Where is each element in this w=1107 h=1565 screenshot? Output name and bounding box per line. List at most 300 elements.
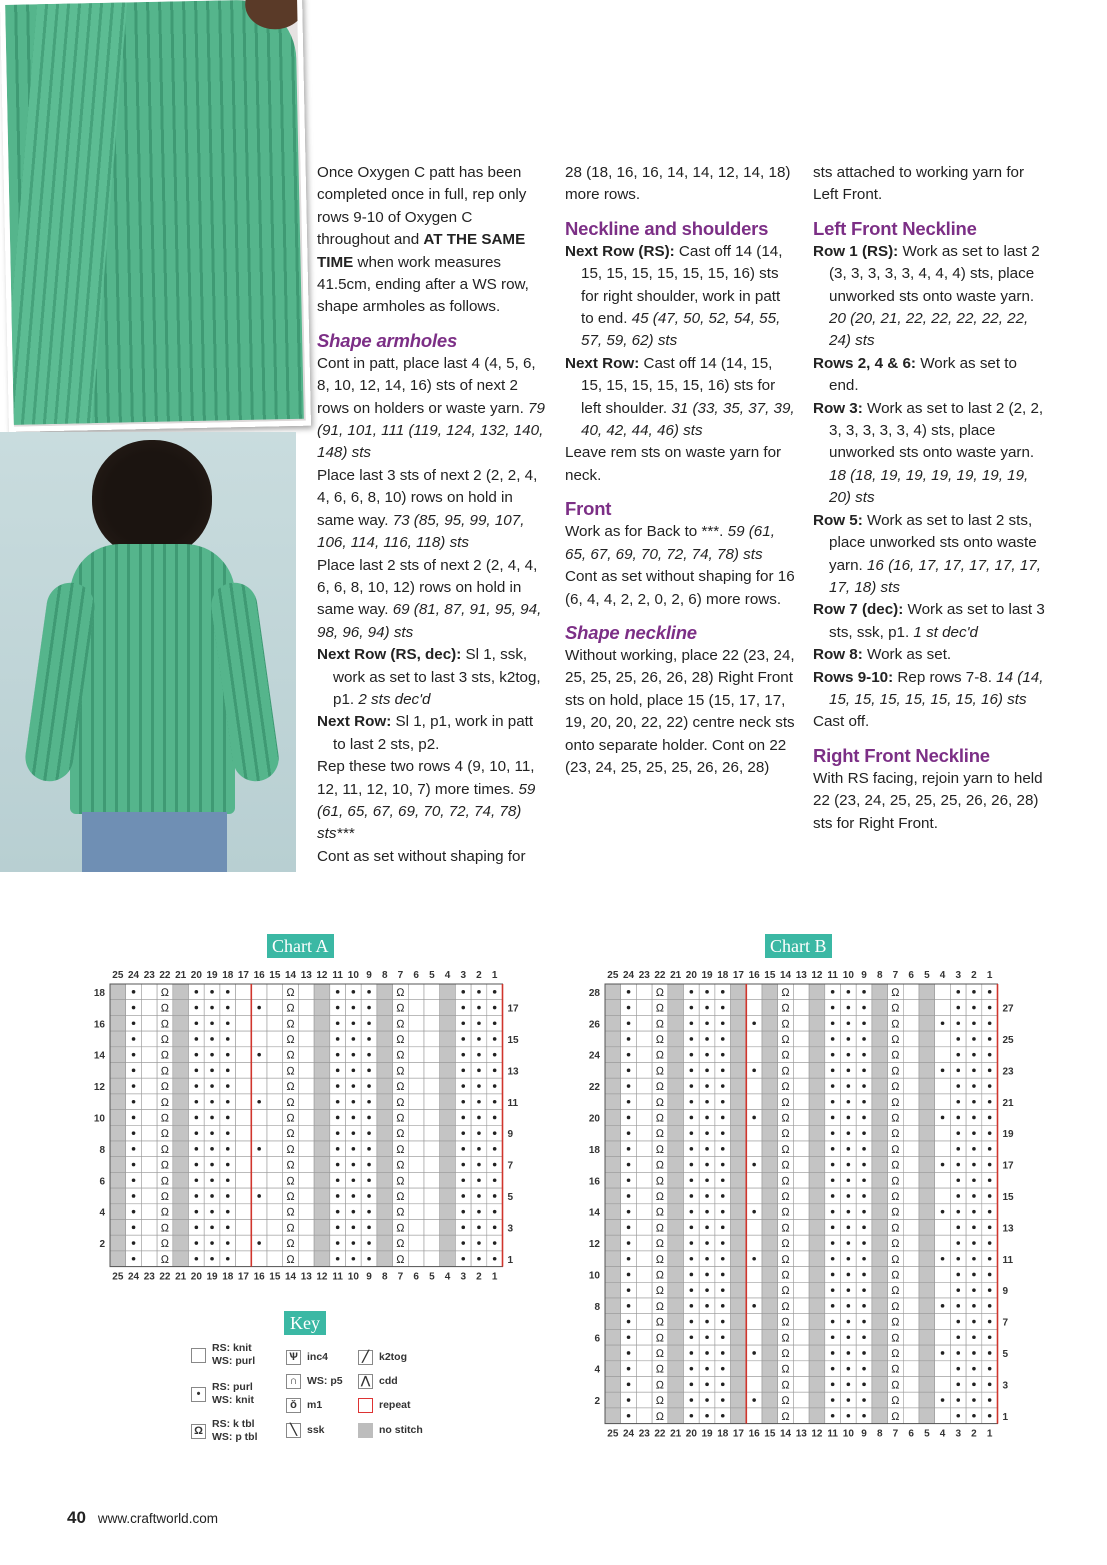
purl-dot bbox=[862, 1100, 866, 1104]
chart-cell bbox=[919, 1125, 935, 1141]
chart-cell bbox=[762, 1047, 778, 1063]
column-number: 12 bbox=[316, 970, 328, 981]
purl-dot bbox=[752, 1351, 756, 1355]
purl-dot bbox=[352, 1069, 356, 1073]
chart-cell bbox=[314, 1063, 330, 1079]
chart-cell bbox=[110, 1015, 126, 1031]
column-number: 25 bbox=[607, 1428, 619, 1440]
purl-dot bbox=[367, 1053, 371, 1057]
purl-dot bbox=[847, 1304, 851, 1308]
chart-cell bbox=[762, 1345, 778, 1361]
chart-cell bbox=[668, 1392, 684, 1408]
purl-dot bbox=[132, 1147, 136, 1151]
chart-cell bbox=[424, 1125, 440, 1141]
purl-dot bbox=[847, 1069, 851, 1073]
purl-dot bbox=[988, 1383, 992, 1387]
purl-dot bbox=[690, 1273, 694, 1277]
purl-dot bbox=[367, 1194, 371, 1198]
chart-cell bbox=[267, 1125, 283, 1141]
purl-dot bbox=[461, 1069, 465, 1073]
purl-dot bbox=[752, 1163, 756, 1167]
row-number: 1 bbox=[507, 1254, 514, 1266]
purl-dot bbox=[752, 1021, 756, 1025]
chart-cell bbox=[236, 1141, 252, 1157]
chart-cell bbox=[746, 984, 762, 1000]
purl-dot bbox=[477, 1178, 481, 1182]
chart-cell bbox=[762, 984, 778, 1000]
ktbl-symbol: Ω bbox=[396, 1143, 405, 1156]
purl-dot bbox=[477, 1241, 481, 1245]
purl-dot bbox=[627, 1147, 631, 1151]
purl-dot bbox=[862, 1131, 866, 1135]
purl-dot bbox=[352, 1226, 356, 1230]
chart-cell bbox=[636, 1125, 652, 1141]
chart-cell bbox=[605, 1000, 621, 1016]
ktbl-symbol: Ω bbox=[891, 1112, 900, 1125]
chart-cell bbox=[668, 1141, 684, 1157]
purl-dot bbox=[336, 1147, 340, 1151]
ktbl-symbol: Ω bbox=[655, 1363, 665, 1376]
purl-dot bbox=[862, 1021, 866, 1025]
chart-cell bbox=[919, 1408, 935, 1424]
purl-dot bbox=[132, 1100, 136, 1104]
purl-dot bbox=[972, 1100, 976, 1104]
purl-dot bbox=[705, 1163, 709, 1167]
chart-cell bbox=[267, 1235, 283, 1251]
purl-dot bbox=[862, 1163, 866, 1167]
purl-dot bbox=[988, 1226, 992, 1230]
purl-dot bbox=[210, 1084, 214, 1088]
chart-cell bbox=[872, 1345, 888, 1361]
chart-cell bbox=[440, 1157, 456, 1173]
row-number: 28 bbox=[588, 987, 600, 999]
chart-cell bbox=[919, 1235, 935, 1251]
purl-dot bbox=[210, 1006, 214, 1010]
chart-cell bbox=[424, 1204, 440, 1220]
chart-cell bbox=[314, 1094, 330, 1110]
ktbl-symbol: Ω bbox=[781, 1253, 790, 1266]
purl-dot bbox=[493, 1147, 497, 1151]
purl-dot bbox=[972, 1194, 976, 1198]
chart-cell bbox=[424, 1110, 440, 1126]
chart-cell bbox=[872, 1141, 888, 1157]
purl-dot bbox=[627, 1414, 631, 1418]
purl-dot bbox=[226, 1194, 230, 1198]
chart-cell bbox=[668, 1220, 684, 1236]
purl-dot bbox=[847, 1194, 851, 1198]
purl-dot bbox=[257, 1194, 261, 1198]
purl-dot bbox=[721, 1116, 725, 1120]
chart-cell bbox=[636, 1204, 652, 1220]
chart-cell bbox=[793, 1015, 809, 1031]
purl-dot bbox=[461, 1084, 465, 1088]
chart-cell bbox=[636, 1329, 652, 1345]
chart-cell bbox=[935, 1314, 951, 1330]
ktbl-symbol: Ω bbox=[160, 1002, 170, 1015]
purl-dot bbox=[972, 1053, 976, 1057]
chart-cell bbox=[267, 1047, 283, 1063]
ktbl-symbol: Ω bbox=[160, 1065, 170, 1078]
purl-dot bbox=[132, 1116, 136, 1120]
chart-cell bbox=[793, 1063, 809, 1079]
purl-dot bbox=[972, 1163, 976, 1167]
purl-dot bbox=[941, 1257, 945, 1261]
chart-cell bbox=[173, 1125, 189, 1141]
purl-dot bbox=[226, 1116, 230, 1120]
chart-cell bbox=[440, 984, 456, 1000]
chart-cell bbox=[872, 1408, 888, 1424]
purl-dot bbox=[941, 1210, 945, 1214]
chart-cell bbox=[919, 1063, 935, 1079]
column-number: 18 bbox=[222, 970, 234, 981]
chart-cell bbox=[919, 1267, 935, 1283]
purl-dot bbox=[461, 1194, 465, 1198]
chart-cell bbox=[605, 1267, 621, 1283]
chart-cell bbox=[605, 1392, 621, 1408]
purl-dot bbox=[705, 1398, 709, 1402]
purl-dot bbox=[847, 1288, 851, 1292]
chart-cell bbox=[377, 1251, 393, 1267]
chart-cell bbox=[440, 1220, 456, 1236]
chart-cell bbox=[668, 1172, 684, 1188]
purl-dot bbox=[461, 1116, 465, 1120]
column-number: 13 bbox=[795, 1428, 807, 1440]
chart-cell bbox=[424, 1235, 440, 1251]
ktbl-symbol: Ω bbox=[781, 1379, 790, 1392]
purl-dot bbox=[493, 1210, 497, 1214]
chart-cell bbox=[314, 1220, 330, 1236]
column-number: 16 bbox=[253, 970, 265, 981]
purl-dot bbox=[493, 1226, 497, 1230]
column-number: 2 bbox=[971, 1428, 977, 1440]
chart-cell bbox=[793, 1125, 809, 1141]
purl-dot bbox=[132, 1210, 136, 1214]
purl-dot bbox=[847, 1367, 851, 1371]
purl-dot bbox=[972, 1398, 976, 1402]
purl-dot bbox=[367, 1100, 371, 1104]
purl-dot bbox=[972, 1006, 976, 1010]
chart-cell bbox=[408, 1220, 424, 1236]
ktbl-symbol: Ω bbox=[655, 1096, 665, 1109]
purl-dot bbox=[831, 1383, 835, 1387]
column-number: 14 bbox=[779, 1428, 792, 1440]
column-number: 21 bbox=[175, 1271, 187, 1283]
purl-dot bbox=[367, 1178, 371, 1182]
ktbl-symbol: Ω bbox=[286, 1253, 295, 1266]
paragraph: Leave rem sts on waste yarn for neck. bbox=[565, 444, 782, 484]
chart-cell bbox=[731, 984, 747, 1000]
purl-dot bbox=[847, 1006, 851, 1010]
chart-cell bbox=[636, 1282, 652, 1298]
chart-cell bbox=[668, 1282, 684, 1298]
column-number: 15 bbox=[764, 1428, 776, 1440]
purl-dot bbox=[972, 1241, 976, 1245]
ktbl-symbol: Ω bbox=[286, 1002, 295, 1015]
purl-dot bbox=[705, 1147, 709, 1151]
purl-dot bbox=[862, 1398, 866, 1402]
chart-cell bbox=[236, 1204, 252, 1220]
chart-cell bbox=[762, 1157, 778, 1173]
purl-dot bbox=[705, 1257, 709, 1261]
chart-cell bbox=[141, 1015, 157, 1031]
row-number: 7 bbox=[507, 1160, 514, 1172]
chart-cell bbox=[636, 1377, 652, 1393]
purl-dot bbox=[721, 1320, 725, 1324]
purl-dot bbox=[972, 1383, 976, 1387]
column-number: 19 bbox=[206, 1271, 218, 1283]
chart-cell bbox=[731, 1251, 747, 1267]
chart-cell bbox=[793, 1220, 809, 1236]
row-number: 10 bbox=[93, 1113, 105, 1125]
purl-dot bbox=[367, 1226, 371, 1230]
chart-cell bbox=[872, 1188, 888, 1204]
ktbl-symbol: Ω bbox=[396, 1096, 405, 1109]
row-number: 14 bbox=[93, 1050, 105, 1062]
chart-cell bbox=[314, 1031, 330, 1047]
column-number: 10 bbox=[347, 1271, 359, 1283]
purl-dot bbox=[627, 1398, 631, 1402]
chart-cell bbox=[731, 1141, 747, 1157]
purl-dot bbox=[210, 1116, 214, 1120]
chart-cell bbox=[377, 1141, 393, 1157]
ktbl-symbol: Ω bbox=[655, 1049, 665, 1062]
ktbl-symbol: Ω bbox=[891, 1049, 900, 1062]
chart-cell bbox=[440, 1141, 456, 1157]
chart-cell bbox=[605, 1125, 621, 1141]
row-number: 17 bbox=[1002, 1160, 1014, 1172]
chart-cell bbox=[636, 1000, 652, 1016]
ktbl-symbol: Ω bbox=[891, 1316, 900, 1329]
purl-dot bbox=[705, 1037, 709, 1041]
ktbl-symbol: Ω bbox=[891, 1206, 900, 1219]
purl-dot bbox=[477, 990, 481, 994]
row-number: 13 bbox=[507, 1066, 519, 1078]
purl-dot bbox=[493, 1241, 497, 1245]
column-number: 23 bbox=[143, 1271, 155, 1283]
purl-dot bbox=[847, 1383, 851, 1387]
chart-cell bbox=[408, 1031, 424, 1047]
chart-cell bbox=[377, 1157, 393, 1173]
column-number: 16 bbox=[748, 1428, 760, 1440]
chart-cell bbox=[314, 1172, 330, 1188]
purl-dot bbox=[956, 1351, 960, 1355]
purl-dot bbox=[690, 1383, 694, 1387]
purl-dot bbox=[988, 1163, 992, 1167]
purl-dot bbox=[847, 1053, 851, 1057]
purl-dot bbox=[690, 1335, 694, 1339]
purl-dot bbox=[195, 1116, 199, 1120]
chart-cell bbox=[440, 1063, 456, 1079]
chart-cell bbox=[298, 1204, 314, 1220]
purl-dot bbox=[690, 1398, 694, 1402]
column-number: 9 bbox=[366, 1271, 372, 1283]
chart-cell bbox=[636, 1408, 652, 1424]
chart-cell bbox=[440, 1078, 456, 1094]
chart-cell bbox=[746, 1094, 762, 1110]
purl-dot bbox=[831, 1037, 835, 1041]
purl-dot bbox=[690, 1006, 694, 1010]
column-number: 12 bbox=[811, 1428, 823, 1440]
column-number: 3 bbox=[955, 970, 962, 981]
purl-dot bbox=[132, 1257, 136, 1261]
chart-cell bbox=[809, 1125, 825, 1141]
chart-cell bbox=[746, 1188, 762, 1204]
inc4-icon: Ѱ bbox=[286, 1350, 301, 1365]
chart-cell bbox=[731, 1000, 747, 1016]
column-number: 23 bbox=[638, 970, 650, 981]
chart-cell bbox=[762, 1172, 778, 1188]
paragraph: Cont as set without shaping for bbox=[317, 847, 526, 865]
chart-cell bbox=[793, 1188, 809, 1204]
chart-cell bbox=[605, 1377, 621, 1393]
purl-dot bbox=[210, 1241, 214, 1245]
ktbl-symbol: Ω bbox=[781, 1285, 790, 1298]
purl-dot bbox=[367, 1163, 371, 1167]
chart-cell bbox=[872, 1015, 888, 1031]
chart-cell bbox=[731, 1329, 747, 1345]
chart-cell bbox=[903, 1220, 919, 1236]
purl-dot bbox=[690, 1037, 694, 1041]
chart-cell bbox=[251, 984, 267, 1000]
chart-cell bbox=[809, 1314, 825, 1330]
purl-dot bbox=[352, 1147, 356, 1151]
purl-dot bbox=[336, 1210, 340, 1214]
ktbl-symbol: Ω bbox=[396, 1049, 405, 1062]
column-number: 15 bbox=[269, 970, 281, 981]
chart-cell bbox=[636, 1314, 652, 1330]
ktbl-symbol: Ω bbox=[655, 1300, 665, 1313]
purl-dot bbox=[705, 1021, 709, 1025]
column-number: 21 bbox=[670, 1428, 682, 1440]
purl-dot bbox=[210, 1178, 214, 1182]
chart-cell bbox=[809, 1015, 825, 1031]
ktbl-symbol: Ω bbox=[891, 1269, 900, 1282]
chart-cell bbox=[267, 984, 283, 1000]
row-number: 9 bbox=[1002, 1286, 1009, 1298]
purl-dot bbox=[862, 1037, 866, 1041]
chart-cell bbox=[636, 1063, 652, 1079]
purl-dot bbox=[705, 1383, 709, 1387]
purl-dot bbox=[956, 1398, 960, 1402]
purl-dot bbox=[831, 1006, 835, 1010]
purl-dot bbox=[477, 1021, 481, 1025]
row-number: 5 bbox=[1002, 1348, 1009, 1360]
ktbl-symbol: Ω bbox=[160, 1222, 170, 1235]
chart-cell bbox=[440, 1235, 456, 1251]
purl-dot bbox=[132, 1006, 136, 1010]
chart-cell bbox=[314, 1141, 330, 1157]
chart-cell bbox=[793, 1110, 809, 1126]
footer-url: www.craftworld.com bbox=[97, 1511, 218, 1526]
chart-cell bbox=[872, 1329, 888, 1345]
chart-cell bbox=[605, 1110, 621, 1126]
paragraph: Row 3: Work as set to last 2 (2, 2, 3, 3, 3, 3, 3, 4) sts, place unworked sts onto waste yarn. 18 (18, 19, 19, 19, 19, 19, 19, 20) sts bbox=[813, 399, 1044, 507]
chart-cell bbox=[903, 1204, 919, 1220]
chart-cell bbox=[793, 1078, 809, 1094]
chart-cell bbox=[731, 1063, 747, 1079]
ktbl-symbol: Ω bbox=[286, 986, 295, 999]
chart-cell bbox=[668, 1063, 684, 1079]
chart-cell bbox=[935, 1408, 951, 1424]
chart-cell bbox=[919, 1141, 935, 1157]
chart-cell bbox=[793, 1377, 809, 1393]
purl-dot bbox=[847, 1210, 851, 1214]
row-number: 4 bbox=[99, 1207, 105, 1219]
purl-dot bbox=[721, 1021, 725, 1025]
chart-cell bbox=[173, 1204, 189, 1220]
purl-dot bbox=[847, 1226, 851, 1230]
heading-right-front-neckline: Right Front Neckline bbox=[813, 744, 990, 766]
chart-cell bbox=[605, 1141, 621, 1157]
purl-dot bbox=[352, 1053, 356, 1057]
purl-dot bbox=[705, 1304, 709, 1308]
chart-cell bbox=[731, 1015, 747, 1031]
chart-cell bbox=[236, 984, 252, 1000]
ktbl-icon: Ω bbox=[191, 1424, 206, 1439]
purl-dot bbox=[132, 990, 136, 994]
ktbl-symbol: Ω bbox=[655, 1128, 665, 1141]
purl-dot bbox=[972, 1131, 976, 1135]
column-number: 18 bbox=[717, 1428, 729, 1440]
column-number: 7 bbox=[397, 970, 404, 981]
chart-cell bbox=[173, 1235, 189, 1251]
column-number: 22 bbox=[654, 970, 666, 981]
chart-cell bbox=[173, 1000, 189, 1016]
purl-dot bbox=[956, 1131, 960, 1135]
paragraph: Cont in patt, place last 4 (4, 5, 6, 8, 10, 12, 14, 16) sts of next 2 rows on holders or waste yarn. 79 (91, 101, 111 (119, 124, 132, 140, 148) sts bbox=[317, 354, 545, 462]
row-number: 8 bbox=[99, 1144, 105, 1156]
chart-cell bbox=[746, 1314, 762, 1330]
purl-dot bbox=[847, 1163, 851, 1167]
chart-cell bbox=[267, 1157, 283, 1173]
chart-cell bbox=[809, 1329, 825, 1345]
column-number: 19 bbox=[701, 970, 713, 981]
purl-dot bbox=[972, 1037, 976, 1041]
ktbl-symbol: Ω bbox=[286, 1096, 295, 1109]
chart-cell bbox=[731, 1298, 747, 1314]
chart-cell bbox=[173, 1094, 189, 1110]
column-number: 4 bbox=[939, 1428, 946, 1440]
column-number: 24 bbox=[127, 1271, 140, 1283]
purl-dot bbox=[690, 990, 694, 994]
row-number: 17 bbox=[507, 1003, 519, 1015]
purl-dot bbox=[862, 1367, 866, 1371]
chart-cell bbox=[298, 1141, 314, 1157]
row-number: 18 bbox=[93, 987, 105, 999]
chart-cell bbox=[793, 1361, 809, 1377]
purl-dot bbox=[705, 1273, 709, 1277]
chart-cell bbox=[173, 1110, 189, 1126]
chart-cell bbox=[636, 1110, 652, 1126]
chart-cell bbox=[935, 1172, 951, 1188]
chart-cell bbox=[919, 1329, 935, 1345]
chart-cell bbox=[762, 1015, 778, 1031]
purl-dot bbox=[847, 1084, 851, 1088]
chart-cell bbox=[377, 1094, 393, 1110]
chart-cell bbox=[668, 1204, 684, 1220]
chart-cell bbox=[872, 1063, 888, 1079]
chart-cell bbox=[173, 1063, 189, 1079]
chart-cell bbox=[251, 1251, 267, 1267]
purl-dot bbox=[627, 1163, 631, 1167]
chart-cell bbox=[424, 1047, 440, 1063]
column-number: 18 bbox=[222, 1271, 234, 1283]
purl-dot bbox=[972, 1335, 976, 1339]
purl-dot bbox=[690, 1131, 694, 1135]
purl-dot bbox=[627, 1116, 631, 1120]
chart-cell bbox=[424, 1141, 440, 1157]
paragraph: Rows 2, 4 & 6: Work as set to end. bbox=[813, 354, 1017, 395]
